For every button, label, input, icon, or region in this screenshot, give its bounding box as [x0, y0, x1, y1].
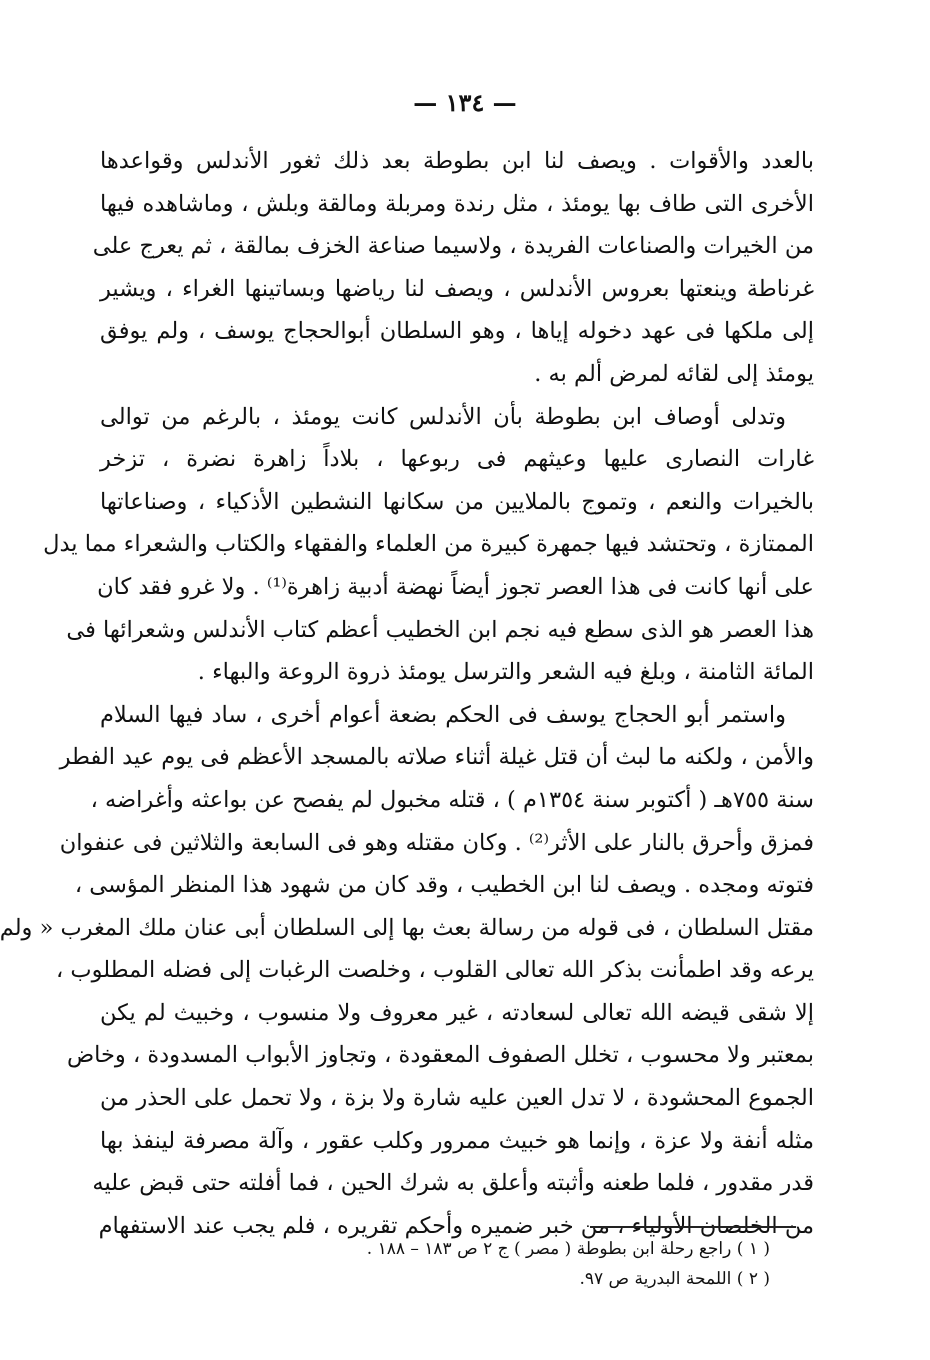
text-line: مقتل السلطان ، فى قوله من رسالة بعث بها إلى السلطان أبى عنان ملك المغرب « ولم: [0, 914, 814, 941]
paragraph-2: [43, 396, 814, 694]
body-text: [0, 140, 814, 1247]
text-line: يرعه وقد اطمأنت بذكر الله تعالى القلوب ، وخلصت الرغبات إلى فضله المطلوب ،: [55, 957, 814, 984]
text-line: غرناطة وينعتها بعروس الأندلس ، ويصف لنا رياضها وبساتينها الغراء ، ويشير: [100, 275, 814, 302]
text-line: من الخيرات والصناعات الفريدة ، ولاسيما صناعة الخزف بمالقة ، ثم يعرج على: [92, 233, 814, 260]
text-line: الجموع المحشودة ، لا تدل العين عليه شارة ولا بزة ، ولا تحمل على الحذر من: [100, 1085, 814, 1112]
paragraph-1: [92, 140, 814, 396]
text-line: بالعدد والأقوات . ويصف لنا ابن بطوطة بعد ذلك ثغور الأندلس وقواعدها: [100, 148, 814, 174]
page-number: — ١٣٤ —: [413, 88, 517, 117]
text-line: الممتازة ، وتحتشد فيها جمهرة كبيرة من العلماء والفقهاء والكتاب والشعراء مما يدل: [43, 531, 814, 558]
footnote-2: ( ٢ ) اللمحة البدرية ص ٩٧.: [579, 1269, 770, 1289]
text-line: واستمر أبو الحجاج يوسف فى الحكم بضعة أعوام أخرى ، ساد فيها السلام: [100, 701, 786, 728]
text-line: هذا العصر هو الذى سطع فيه نجم ابن الخطيب أعظم كتاب الأندلس وشعرائها فى: [66, 616, 814, 643]
text-line: المائة الثامنة ، وبلغ فيه الشعر والترسل يومئذ ذروة الروعة والبهاء .: [197, 659, 814, 686]
text-line: إلا شقى قيضه الله تعالى لسعادته ، غير معروف ولا منسوب ، وخبيث لم يكن: [100, 999, 814, 1026]
footnotes: [200, 1234, 770, 1294]
text-line: وتدلى أوصاف ابن بطوطة بأن الأندلس كانت يومئذ ، بالرغم من توالى: [100, 403, 786, 430]
text-line: يومئذ إلى لقائه لمرض ألم به .: [534, 360, 814, 387]
paragraph-3: [0, 694, 814, 1248]
text-line: فتوته ومجده . ويصف لنا ابن الخطيب ، وقد كان من شهود هذا المنظر المؤسى ،: [74, 872, 814, 899]
text-line: فمزق وأحرق بالنار على الأثر⁽²⁾ . وكان مقتله وهو فى السابعة والثلاثين فى عنفوان: [59, 829, 814, 856]
text-line: غارات النصارى عليها وعيثهم فى ربوعها ، بلاداً زاهرة نضرة ، تزخر: [100, 446, 814, 473]
text-line: إلى ملكها فى عهد دخوله إياها ، وهو السلطان أبوالحجاج يوسف ، ولم يوفق: [100, 318, 814, 345]
text-line: قدر مقدور ، فلما طعنه وأثبته وأعلق به شرك الحين ، فما أفلته حتى قبض عليه: [92, 1170, 814, 1197]
text-line: الأخرى التى طاف بها يومئذ ، مثل رندة ومربلة ومالقة وبلش ، وماشاهده فيها: [100, 190, 814, 217]
text-line: مثله أنفة ولا عزة ، وإنما هو خبيث ممرور وكلب عقور ، وآلة مصرفة لينفذ بها: [100, 1127, 814, 1154]
text-line: من الخلصان الأولياء ، من خبر ضميره وأحكم تقريره ، فلم يجب عند الاستفهام: [98, 1212, 814, 1239]
text-line: بمعتبر ولا محسوب ، تخلل الصفوف المعقودة ، وتجاوز الأبواب المسدودة ، وخاض: [66, 1042, 814, 1069]
text-line: بالخيرات والنعم ، وتموج بالملايين من سكانها النشطين الأذكياء ، وصناعاتها: [100, 488, 814, 515]
footnote-1: ( ١ ) راجع رحلة ابن بطوطة ( مصر ) ج ٢ ص ١٨٣ – ١٨٨ .: [366, 1239, 770, 1259]
text-line: والأمن ، ولكنه ما لبث أن قتل غيلة أثناء صلاته بالمسجد الأعظم فى يوم عيد الفطر: [59, 744, 814, 771]
text-line: سنة ٧٥٥هـ ( أكتوبر سنة ١٣٥٤م ) ، قتله مخبول لم يفصح عن بواعثه وأغراضه ،: [90, 786, 814, 813]
text-line: على أنها كانت فى هذا العصر تجوز أيضاً نهضة أدبية زاهرة⁽¹⁾ . ولا غرو فقد كان: [97, 573, 814, 600]
footnote-divider: [590, 1226, 796, 1228]
